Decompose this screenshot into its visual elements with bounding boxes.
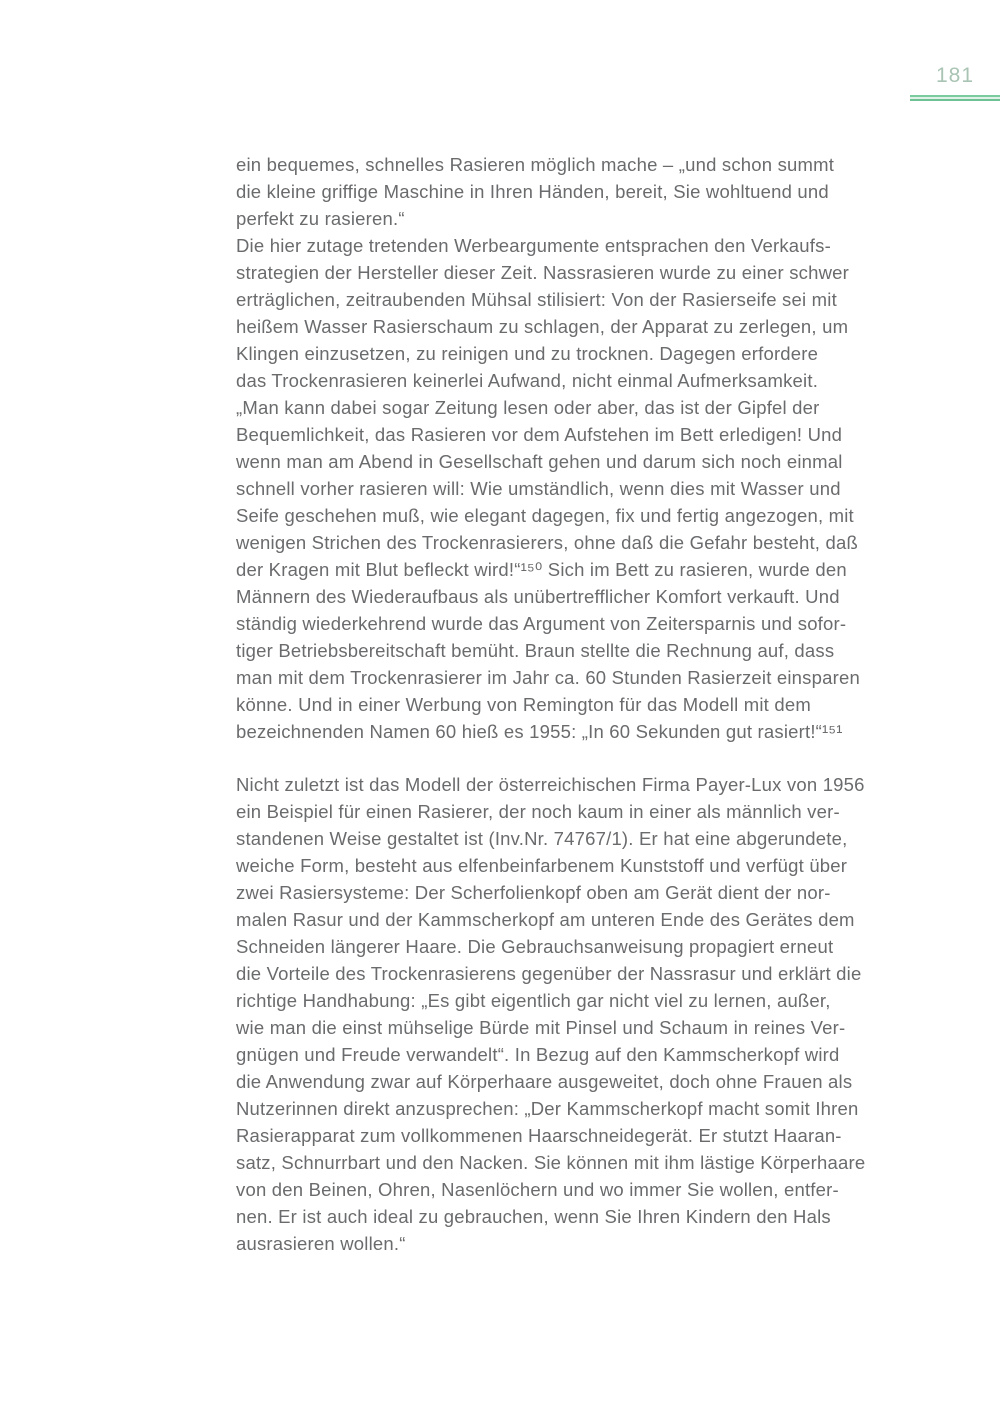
page-number: 181 (935, 64, 975, 87)
text-line: der Kragen mit Blut befleckt wird!“¹⁵⁰ Sich im Bett zu rasieren, wurde den (236, 559, 847, 580)
text-line: Die hier zutage tretenden Werbeargumente entsprachen den Verkaufs- (236, 235, 831, 256)
text-line: könne. Und in einer Werbung von Remington für das Modell mit dem (236, 694, 811, 715)
text-line: perfekt zu rasieren.“ (236, 208, 405, 229)
text-line: zwei Rasiersysteme: Der Scherfolienkopf oben am Gerät dient der nor- (236, 882, 831, 903)
text-line: satz, Schnurrbart und den Nacken. Sie können mit ihm lästige Körperhaare (236, 1152, 866, 1173)
text-line: Rasierapparat zum vollkommenen Haarschneidegerät. Er stutzt Haaran- (236, 1125, 842, 1146)
paragraph (236, 151, 916, 745)
text-line: wenigen Strichen des Trockenrasierers, ohne daß die Gefahr besteht, daß (236, 532, 858, 553)
text-line: Bequemlichkeit, das Rasieren vor dem Aufstehen im Bett erledigen! Und (236, 424, 843, 445)
text-line: man mit dem Trockenrasierer im Jahr ca. 60 Stunden Rasierzeit einsparen (236, 667, 860, 688)
text-line: „Man kann dabei sogar Zeitung lesen oder aber, das ist der Gipfel der (236, 397, 820, 418)
text-line: Klingen einzusetzen, zu reinigen und zu trocknen. Dagegen erfordere (236, 343, 819, 364)
text-line: Männern des Wiederaufbaus als unübertrefflicher Komfort verkauft. Und (236, 586, 840, 607)
text-line: die Anwendung zwar auf Körperhaare ausgeweitet, doch ohne Frauen als (236, 1071, 853, 1092)
text-line: das Trockenrasieren keinerlei Aufwand, nicht einmal Aufmerksamkeit. (236, 370, 819, 391)
text-line: Nicht zuletzt ist das Modell der österreichischen Firma Payer-Lux von 1956 (236, 774, 865, 795)
text-line: ein bequemes, schnelles Rasieren möglich mache – „und schon summt (236, 154, 835, 175)
body-text (236, 151, 916, 1257)
text-line: die kleine griffige Maschine in Ihren Händen, bereit, Sie wohltuend und (236, 181, 829, 202)
text-line: Schneiden längerer Haare. Die Gebrauchsanweisung propagiert erneut (236, 936, 834, 957)
text-line: weiche Form, besteht aus elfenbeinfarbenem Kunststoff und verfügt über (236, 855, 848, 876)
text-line: von den Beinen, Ohren, Nasenlöchern und wo immer Sie wollen, entfer- (236, 1179, 839, 1200)
text-line: nen. Er ist auch ideal zu gebrauchen, wenn Sie Ihren Kindern den Hals (236, 1206, 831, 1227)
text-line: wenn man am Abend in Gesellschaft gehen und darum sich noch einmal (236, 451, 843, 472)
text-line: erträglichen, zeitraubenden Mühsal stilisiert: Von der Rasierseife sei mit (236, 289, 837, 310)
text-line: malen Rasur und der Kammscherkopf am unteren Ende des Gerätes dem (236, 909, 855, 930)
text-line: strategien der Hersteller dieser Zeit. Nassrasieren wurde zu einer schwer (236, 262, 850, 283)
header-rule (910, 95, 1000, 101)
text-line: Seife geschehen muß, wie elegant dagegen, fix und fertig angezogen, mit (236, 505, 854, 526)
text-line: schnell vorher rasieren will: Wie umständlich, wenn dies mit Wasser und (236, 478, 841, 499)
text-line: ständig wiederkehrend wurde das Argument von Zeitersparnis und sofor- (236, 613, 847, 634)
text-line: tiger Betriebsbereitschaft bemüht. Braun stellte die Rechnung auf, dass (236, 640, 835, 661)
text-line: heißem Wasser Rasierschaum zu schlagen, der Apparat zu zerlegen, um (236, 316, 849, 337)
text-line: gnügen und Freude verwandelt“. In Bezug auf den Kammscherkopf wird (236, 1044, 840, 1065)
text-line: ausrasieren wollen.“ (236, 1233, 406, 1254)
text-line: Nutzerinnen direkt anzusprechen: „Der Kammscherkopf macht somit Ihren (236, 1098, 859, 1119)
text-line: wie man die einst mühselige Bürde mit Pinsel und Schaum in reines Ver- (236, 1017, 846, 1038)
text-line: bezeichnenden Namen 60 hieß es 1955: „In 60 Sekunden gut rasiert!“¹⁵¹ (236, 721, 843, 742)
text-line: ein Beispiel für einen Rasierer, der noch kaum in einer als männlich ver- (236, 801, 840, 822)
text-line: richtige Handhabung: „Es gibt eigentlich gar nicht viel zu lernen, außer, (236, 990, 831, 1011)
text-line: standenen Weise gestaltet ist (Inv.Nr. 74767/1). Er hat eine abgerundete, (236, 828, 848, 849)
text-line: die Vorteile des Trockenrasierens gegenüber der Nassrasur und erklärt die (236, 963, 862, 984)
paragraph (236, 771, 916, 1257)
